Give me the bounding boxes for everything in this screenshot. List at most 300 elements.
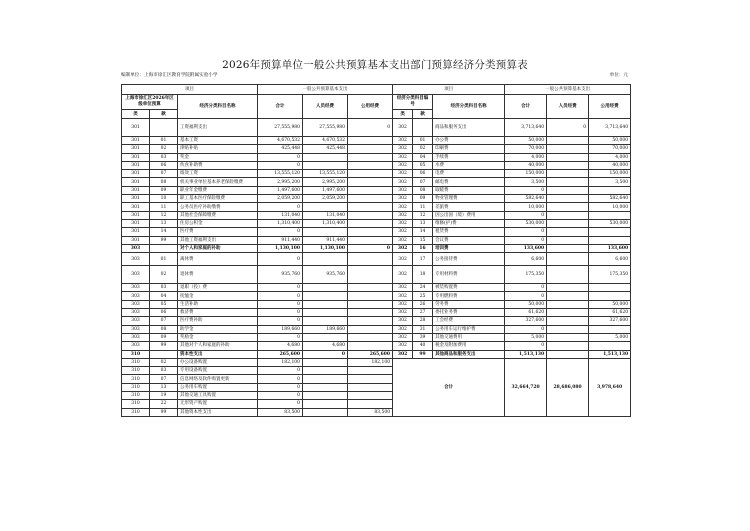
right-class-code: 302	[393, 219, 413, 227]
header-subject-name-left: 经济分类科目名称	[178, 95, 258, 119]
left-item-code: 06	[150, 161, 178, 169]
left-subject-name: 机关事业单位基本养老保险缴费	[178, 178, 258, 186]
left-personnel-value	[303, 317, 348, 325]
table-row	[122, 244, 631, 252]
right-public-value: 530,000	[589, 219, 631, 227]
left-subject-name: 资本性支出	[178, 350, 258, 358]
right-class-code: 302	[393, 195, 413, 203]
left-personnel-value: 911,440	[303, 236, 348, 244]
left-personnel-value	[303, 383, 348, 391]
right-total-value: 0	[505, 236, 547, 244]
right-public-value	[589, 284, 631, 292]
left-personnel-value	[303, 153, 348, 161]
left-total-value: 0	[258, 333, 303, 341]
left-personnel-value: 2,059,200	[303, 195, 348, 203]
left-total-value: 265,600	[258, 350, 303, 358]
currency-label: 单位：元	[609, 73, 628, 78]
left-subject-name: 专用设备购置	[178, 367, 258, 375]
left-item-code: 08	[150, 178, 178, 186]
right-class-code: 302	[393, 253, 413, 266]
right-personnel-value	[547, 244, 589, 252]
left-class-code: 301	[122, 219, 150, 227]
left-total-value: 0	[258, 228, 303, 236]
left-subject-name: 救济费	[178, 309, 258, 317]
right-total-value: 50,000	[505, 300, 547, 308]
right-class-code: 302	[393, 228, 413, 236]
left-public-value: 265,600	[348, 350, 393, 358]
left-subject-name: 公务用车购置	[178, 383, 258, 391]
left-class-code: 310	[122, 408, 150, 416]
left-personnel-value	[303, 228, 348, 236]
right-item-code	[413, 119, 433, 137]
left-subject-name: 退职（役）费	[178, 284, 258, 292]
right-personnel-value	[547, 309, 589, 317]
right-personnel-value	[547, 300, 589, 308]
left-public-value	[348, 219, 393, 227]
right-class-code: 302	[393, 292, 413, 300]
right-total-value: 6,600	[505, 253, 547, 266]
right-item-code: 18	[413, 266, 433, 284]
left-class-code: 303	[122, 244, 150, 252]
left-subject-name: 公务员医疗补助缴费	[178, 203, 258, 211]
right-item-code: 14	[413, 228, 433, 236]
right-public-value: 3,500	[589, 178, 631, 186]
right-item-code: 25	[413, 292, 433, 300]
left-total-value: 0	[258, 300, 303, 308]
left-item-code: 99	[150, 236, 178, 244]
left-class-code: 301	[122, 153, 150, 161]
left-public-value: 0	[348, 244, 393, 252]
right-personnel-value	[547, 211, 589, 219]
right-total-value: 0	[505, 211, 547, 219]
right-personnel-value	[547, 219, 589, 227]
totals-label: 合计	[393, 358, 505, 416]
header-right-code-group: 经济分类科目编号	[393, 95, 433, 110]
right-total-value: 3,713,640	[505, 119, 547, 137]
left-item-code: 05	[150, 300, 178, 308]
left-item-code: 01	[150, 253, 178, 266]
right-personnel-value: 0	[547, 119, 589, 137]
left-public-value	[348, 195, 393, 203]
right-public-value	[589, 236, 631, 244]
right-public-value	[589, 342, 631, 350]
left-item-code: 11	[150, 203, 178, 211]
left-class-code: 303	[122, 300, 150, 308]
left-public-value	[348, 309, 393, 317]
left-class-code: 301	[122, 170, 150, 178]
left-subject-name: 医疗费	[178, 228, 258, 236]
left-item-code	[150, 350, 178, 358]
left-class-code: 303	[122, 317, 150, 325]
header-public-left: 公用经费	[348, 95, 393, 119]
left-item-code: 07	[150, 170, 178, 178]
left-public-value	[348, 203, 393, 211]
right-class-code: 302	[393, 178, 413, 186]
left-item-code: 12	[150, 211, 178, 219]
header-personnel-left: 人员经费	[303, 95, 348, 119]
right-personnel-value	[547, 292, 589, 300]
right-total-value: 10,000	[505, 203, 547, 211]
left-item-code: 03	[150, 284, 178, 292]
left-item-code: 22	[150, 400, 178, 408]
left-personnel-value: 425,448	[303, 145, 348, 153]
left-total-value: 0	[258, 317, 303, 325]
right-public-value: 1,513,130	[589, 350, 631, 358]
right-item-code: 17	[413, 253, 433, 266]
right-personnel-value	[547, 161, 589, 169]
right-total-value: 1,513,130	[505, 350, 547, 358]
right-item-code: 05	[413, 161, 433, 169]
right-total-value: 50,000	[505, 137, 547, 145]
table-row	[122, 145, 631, 153]
right-subject-name: 公务用车运行维护费	[433, 325, 505, 333]
left-class-code: 303	[122, 253, 150, 266]
left-public-value	[348, 153, 393, 161]
right-class-code: 302	[393, 203, 413, 211]
right-item-code: 26	[413, 300, 433, 308]
left-public-value	[348, 292, 393, 300]
left-public-value	[348, 145, 393, 153]
header-left-code-group: 上海市徐汇区2026年区级单位预算	[122, 95, 178, 110]
right-subject-name: 其他商品和服务支出	[433, 350, 505, 358]
right-personnel-value	[547, 178, 589, 186]
left-public-value	[348, 178, 393, 186]
left-total-value: 911,440	[258, 236, 303, 244]
right-item-code: 01	[413, 137, 433, 145]
left-class-code: 301	[122, 228, 150, 236]
right-class-code: 302	[393, 300, 413, 308]
left-class-code: 303	[122, 342, 150, 350]
left-subject-name: 助学金	[178, 325, 258, 333]
right-public-value: 150,000	[589, 170, 631, 178]
right-personnel-value	[547, 266, 589, 284]
header-item-left: 款	[150, 110, 178, 119]
left-public-value	[348, 342, 393, 350]
right-public-value: 5,000	[589, 333, 631, 341]
left-class-code: 301	[122, 137, 150, 145]
left-public-value	[348, 375, 393, 383]
right-total-value: 61,620	[505, 309, 547, 317]
left-item-code: 03	[150, 153, 178, 161]
header-item-right: 款	[413, 110, 433, 119]
right-subject-name: 电费	[433, 170, 505, 178]
right-class-code: 302	[393, 186, 413, 194]
left-subject-name: 其他资本性支出	[178, 408, 258, 416]
left-total-value: 13,555,120	[258, 170, 303, 178]
right-public-value: 61,620	[589, 309, 631, 317]
left-item-code	[150, 119, 178, 137]
left-public-value	[348, 367, 393, 375]
left-public-value	[348, 317, 393, 325]
left-total-value: 1,497,600	[258, 186, 303, 194]
header-project-left: 项目	[122, 85, 258, 95]
left-personnel-value	[303, 358, 348, 366]
right-subject-name: 商品和服务支出	[433, 119, 505, 137]
left-public-value	[348, 400, 393, 408]
left-subject-name: 信息网络及软件购置更新	[178, 375, 258, 383]
left-subject-name: 奖励金	[178, 333, 258, 341]
left-personnel-value: 1,497,600	[303, 186, 348, 194]
right-total-value: 0	[505, 228, 547, 236]
right-item-code: 12	[413, 211, 433, 219]
left-subject-name: 对个人和家庭的补助	[178, 244, 258, 252]
unit-label: 编制单位：上海市徐汇区教育学院附属实验小学	[121, 73, 218, 78]
right-public-value: 6,600	[589, 253, 631, 266]
left-item-code: 06	[150, 309, 178, 317]
totals-public-value: 3,978,640	[589, 358, 631, 416]
left-total-value: 83,500	[258, 408, 303, 416]
left-personnel-value: 4,680	[303, 342, 348, 350]
left-total-value: 0	[258, 203, 303, 211]
left-total-value: 0	[258, 153, 303, 161]
right-personnel-value	[547, 350, 589, 358]
right-total-value: 4,000	[505, 153, 547, 161]
right-public-value: 327,600	[589, 317, 631, 325]
left-class-code: 301	[122, 211, 150, 219]
table-row	[122, 203, 631, 211]
right-total-value: 0	[505, 292, 547, 300]
left-subject-name: 退休费	[178, 266, 258, 284]
left-personnel-value	[303, 253, 348, 266]
right-class-code: 302	[393, 350, 413, 358]
left-total-value: 0	[258, 375, 303, 383]
right-subject-name: 委托业务费	[433, 309, 505, 317]
right-total-value: 0	[505, 325, 547, 333]
right-personnel-value	[547, 228, 589, 236]
header-total-right: 合计	[505, 95, 547, 119]
right-class-code: 302	[393, 161, 413, 169]
left-item-code: 07	[150, 317, 178, 325]
right-class-code: 302	[393, 153, 413, 161]
right-subject-name: 工会经费	[433, 317, 505, 325]
right-personnel-value	[547, 145, 589, 153]
right-class-code: 302	[393, 137, 413, 145]
right-public-value: 4,000	[589, 153, 631, 161]
right-public-value: 40,000	[589, 161, 631, 169]
right-subject-name: 维修(护)费	[433, 219, 505, 227]
left-total-value: 0	[258, 400, 303, 408]
left-subject-name: 抚恤金	[178, 292, 258, 300]
left-total-value: 0	[258, 309, 303, 317]
left-item-code: 14	[150, 228, 178, 236]
left-personnel-value	[303, 284, 348, 292]
header-personnel-right: 人员经费	[547, 95, 589, 119]
left-subject-name: 奖金	[178, 153, 258, 161]
left-subject-name: 住房公积金	[178, 219, 258, 227]
left-class-code: 301	[122, 236, 150, 244]
left-public-value	[348, 137, 393, 145]
left-class-code: 303	[122, 333, 150, 341]
right-item-code: 16	[413, 244, 433, 252]
right-total-value: 150,000	[505, 170, 547, 178]
left-personnel-value	[303, 400, 348, 408]
right-personnel-value	[547, 195, 589, 203]
right-total-value: 40,000	[505, 161, 547, 169]
right-subject-name: 专用燃料费	[433, 292, 505, 300]
table-row	[122, 266, 631, 284]
left-public-value: 83,500	[348, 408, 393, 416]
right-public-value: 133,600	[589, 244, 631, 252]
left-subject-name: 其他交通工具购置	[178, 392, 258, 400]
left-subject-name: 其他社会保障缴费	[178, 211, 258, 219]
left-item-code: 02	[150, 266, 178, 284]
right-personnel-value	[547, 317, 589, 325]
right-total-value: 70,000	[505, 145, 547, 153]
table-row	[122, 195, 631, 203]
left-class-code: 301	[122, 145, 150, 153]
right-total-value: 3,500	[505, 178, 547, 186]
right-subject-name: 差旅费	[433, 203, 505, 211]
right-personnel-value	[547, 153, 589, 161]
left-item-code: 02	[150, 358, 178, 366]
right-item-code: 08	[413, 186, 433, 194]
left-personnel-value: 935,760	[303, 266, 348, 284]
left-total-value: 935,760	[258, 266, 303, 284]
left-item-code: 03	[150, 367, 178, 375]
right-subject-name: 办公费	[433, 137, 505, 145]
left-subject-name: 其他工资福利支出	[178, 236, 258, 244]
left-class-code: 301	[122, 161, 150, 169]
left-public-value	[348, 266, 393, 284]
right-total-value: 133,600	[505, 244, 547, 252]
left-class-code: 303	[122, 292, 150, 300]
right-item-code: 28	[413, 317, 433, 325]
left-personnel-value	[303, 367, 348, 375]
table-row	[122, 350, 631, 358]
left-item-code: 99	[150, 408, 178, 416]
left-public-value	[348, 325, 393, 333]
left-total-value: 0	[258, 392, 303, 400]
right-class-code: 302	[393, 170, 413, 178]
right-total-value: 582,640	[505, 195, 547, 203]
right-subject-name: 取暖费	[433, 186, 505, 194]
table-row	[122, 137, 631, 145]
right-personnel-value	[547, 170, 589, 178]
right-total-value: 5,000	[505, 333, 547, 341]
right-public-value: 3,713,640	[589, 119, 631, 137]
left-class-code: 310	[122, 392, 150, 400]
left-total-value: 4,680	[258, 342, 303, 350]
right-personnel-value	[547, 253, 589, 266]
table-row	[122, 300, 631, 308]
right-public-value: 10,000	[589, 203, 631, 211]
table-row	[122, 317, 631, 325]
left-public-value	[348, 383, 393, 391]
left-total-value: 131,040	[258, 211, 303, 219]
right-item-code: 40	[413, 342, 433, 350]
left-item-code: 19	[150, 392, 178, 400]
left-total-value: 0	[258, 292, 303, 300]
right-class-code: 302	[393, 236, 413, 244]
right-subject-name: 因公出国（境）费用	[433, 211, 505, 219]
totals-personnel-value: 28,686,080	[547, 358, 589, 416]
header-class-right: 类	[393, 110, 413, 119]
table-row	[122, 292, 631, 300]
left-public-value	[348, 228, 393, 236]
left-personnel-value	[303, 309, 348, 317]
left-personnel-value	[303, 292, 348, 300]
right-item-code: 07	[413, 178, 433, 186]
left-item-code: 02	[150, 145, 178, 153]
header-subject-name-right: 经济分类科目名称	[433, 95, 505, 119]
header-public-right: 公用经费	[589, 95, 631, 119]
right-subject-name: 其他交通费用	[433, 333, 505, 341]
left-subject-name: 津贴补贴	[178, 145, 258, 153]
table-row	[122, 178, 631, 186]
left-subject-name: 其他对个人和家庭的补助	[178, 342, 258, 350]
left-total-value: 182,100	[258, 358, 303, 366]
right-class-code: 302	[393, 317, 413, 325]
left-class-code: 301	[122, 178, 150, 186]
left-total-value: 0	[258, 367, 303, 375]
right-item-code: 24	[413, 284, 433, 292]
left-public-value	[348, 236, 393, 244]
left-subject-name: 工资福利支出	[178, 119, 258, 137]
table-row	[122, 309, 631, 317]
left-personnel-value	[303, 392, 348, 400]
right-total-value: 0	[505, 186, 547, 194]
right-total-value: 530,000	[505, 219, 547, 227]
left-item-code: 10	[150, 195, 178, 203]
left-personnel-value: 27,555,980	[303, 119, 348, 137]
table-row	[122, 342, 631, 350]
left-item-code	[150, 244, 178, 252]
left-public-value	[348, 300, 393, 308]
right-subject-name: 手续费	[433, 153, 505, 161]
left-public-value	[348, 392, 393, 400]
left-personnel-value: 13,555,120	[303, 170, 348, 178]
left-item-code: 09	[150, 186, 178, 194]
left-item-code: 07	[150, 375, 178, 383]
left-class-code: 301	[122, 203, 150, 211]
left-item-code: 13	[150, 219, 178, 227]
left-public-value	[348, 253, 393, 266]
right-subject-name: 会议费	[433, 236, 505, 244]
right-public-value: 175,350	[589, 266, 631, 284]
left-public-value	[348, 211, 393, 219]
header-project-right: 项目	[393, 85, 505, 95]
right-public-value: 50,000	[589, 300, 631, 308]
right-class-code: 302	[393, 342, 413, 350]
left-total-value: 0	[258, 383, 303, 391]
right-item-code: 99	[413, 350, 433, 358]
right-class-code: 302	[393, 325, 413, 333]
left-class-code: 303	[122, 284, 150, 292]
left-personnel-value: 2,995,200	[303, 178, 348, 186]
right-item-code: 31	[413, 325, 433, 333]
right-personnel-value	[547, 186, 589, 194]
right-public-value	[589, 228, 631, 236]
right-subject-name: 税金及附加费用	[433, 342, 505, 350]
right-subject-name: 劳务费	[433, 300, 505, 308]
table-row	[122, 236, 631, 244]
left-subject-name: 医疗费补助	[178, 317, 258, 325]
left-subject-name: 离休费	[178, 253, 258, 266]
right-class-code: 302	[393, 145, 413, 153]
right-subject-name: 物业管理费	[433, 195, 505, 203]
left-personnel-value: 131,040	[303, 211, 348, 219]
right-public-value	[589, 292, 631, 300]
left-class-code: 310	[122, 400, 150, 408]
left-personnel-value	[303, 408, 348, 416]
left-personnel-value	[303, 375, 348, 383]
left-class-code: 301	[122, 119, 150, 137]
left-total-value: 425,448	[258, 145, 303, 153]
left-total-value: 4,670,532	[258, 137, 303, 145]
header-general-budget-left: 一般公共预算基本支出	[258, 85, 393, 95]
left-public-value	[348, 170, 393, 178]
left-total-value: 189,660	[258, 325, 303, 333]
